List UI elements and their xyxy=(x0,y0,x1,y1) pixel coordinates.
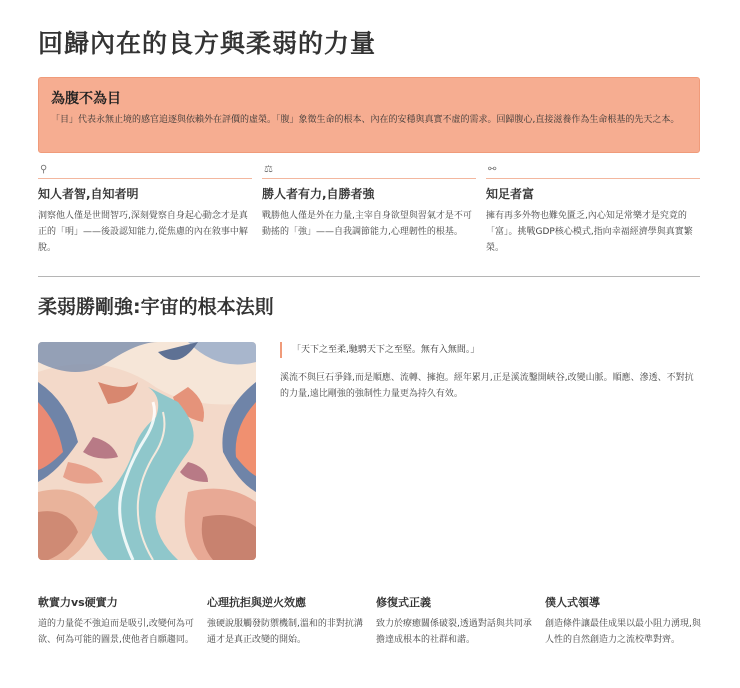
hero-heading: 為腹不為目 xyxy=(51,91,121,107)
application-title: 心理抗拒與逆火效應 xyxy=(207,596,306,609)
application-text: 致力於療癒關係破裂,透過對話與共同承擔達成根本的社群和諧。 xyxy=(376,619,532,645)
hero-callout xyxy=(38,77,700,153)
quote-block: 「天下之至柔,馳騁天下之至堅。無有入無間。」 xyxy=(280,342,712,358)
application-title: 軟實力vs硬實力 xyxy=(38,596,118,609)
principle-card xyxy=(38,164,252,256)
principle-text: 洞察他人僅是世間智巧,深刻覺察自身起心動念才是真正的「明」——後設認知能力,從焦慮的內在敘事中解脫。 xyxy=(38,211,248,253)
hero-text: 「目」代表永無止境的感官追逐與依賴外在評價的虛榮。「腹」象徵生命的根本、內在的安穩與真實不虛的需求。回歸腹心,直接滋養作為生命根基的先天之本。 xyxy=(51,115,680,125)
application-title: 修復式正義 xyxy=(376,596,431,609)
application-card xyxy=(545,594,701,648)
section-divider xyxy=(38,276,700,277)
principle-title: 勝人者有力,自勝者強 xyxy=(262,187,375,201)
balance-icon: ⚯ xyxy=(488,164,497,175)
principle-card xyxy=(262,164,476,240)
quote-explanation: 溪流不與巨石爭鋒,而是順應、流轉、擁抱。經年累月,正是溪流鑿開峽谷,改變山脈。順應、滲透、不對抗的力量,遠比剛強的強制性力量更為持久有效。 xyxy=(280,373,694,399)
section-heading: 柔弱勝剛強:宇宙的根本法則 xyxy=(38,296,274,318)
application-card xyxy=(376,594,532,648)
scales-icon: ⚖ xyxy=(264,164,273,175)
divider xyxy=(262,178,476,179)
principle-title: 知足者富 xyxy=(486,187,535,201)
divider xyxy=(486,178,700,179)
application-card xyxy=(38,594,194,648)
lightbulb-icon: ⚲ xyxy=(40,164,48,175)
divider xyxy=(38,178,252,179)
application-text: 創造條件讓最佳成果以最小阻力湧現,與人性的自然創造力之流校準對齊。 xyxy=(545,619,701,645)
principle-title: 知人者智,自知者明 xyxy=(38,187,139,201)
principle-text: 戰勝他人僅是外在力量,主宰自身欲望與習氣才是不可動搖的「強」——自我調節能力,心理韌性的根基。 xyxy=(262,211,472,237)
principle-card xyxy=(486,164,700,256)
application-text: 道的力量從不強迫而是吸引,改變何為可欲、何為可能的圖景,使他者自願趨同。 xyxy=(38,619,194,645)
river-canyon-illustration xyxy=(38,342,256,560)
application-title: 僕人式領導 xyxy=(545,596,600,609)
principle-text: 擁有再多外物也難免匱乏,內心知足常樂才是究竟的「富」。挑戰GDP核心模式,指向幸福經濟學與真實繁榮。 xyxy=(486,211,693,253)
page-title: 回歸內在的良方與柔弱的力量 xyxy=(38,29,377,58)
application-text: 強硬說服觸發防禦機制,溫和的非對抗溝通才是真正改變的開始。 xyxy=(207,619,363,645)
application-card xyxy=(207,594,363,648)
